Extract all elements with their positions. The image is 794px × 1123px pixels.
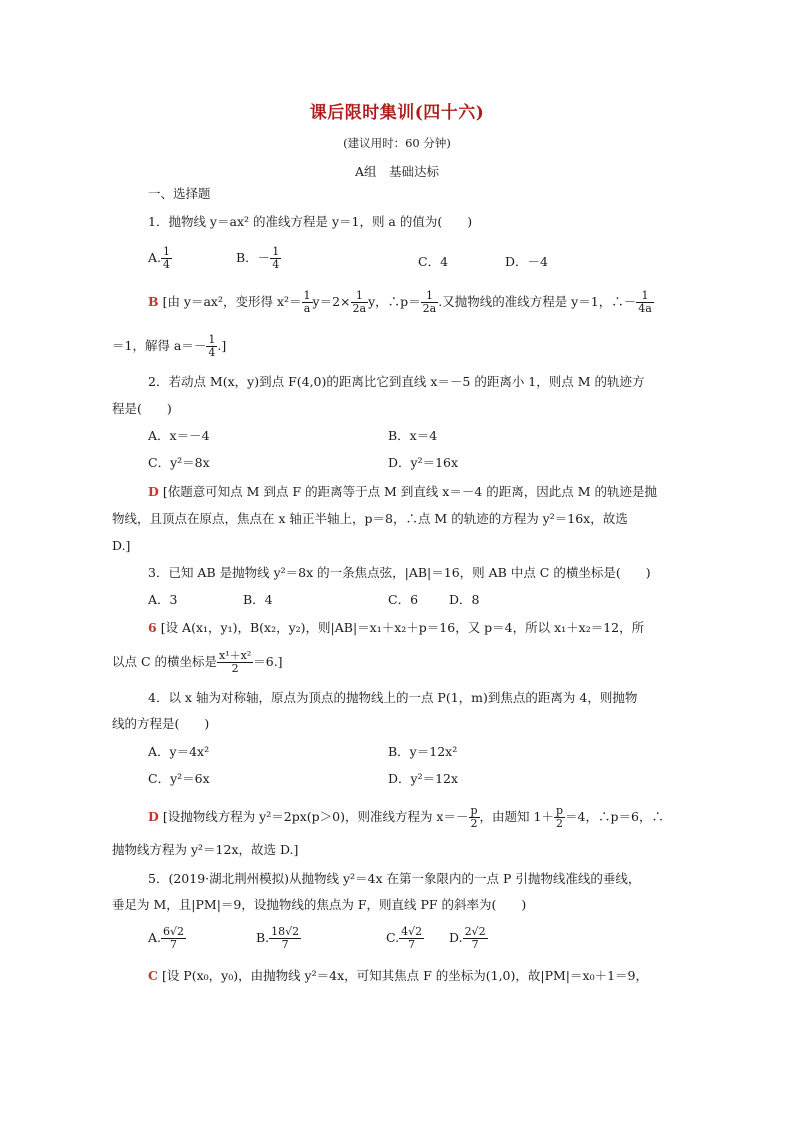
question-2-option-c: C．y²＝8x xyxy=(148,455,210,470)
fraction: $\frac{18√2}{7}$ xyxy=(271,925,300,951)
question-3-option-d: D．8 xyxy=(449,592,480,607)
question-1-option-b: B．－ $\frac{1}{4}$ xyxy=(236,245,280,271)
fraction: $\frac{2√2}{7}$ xyxy=(464,925,486,951)
fraction: $\frac{p}{2}$ xyxy=(555,804,564,830)
page-title: 课后限时集训(四十六) xyxy=(309,103,485,123)
question-2-solution-line-1: D [依题意可知点 M 到点 F 的距离等于点 M 到直线 x＝－4 的距离，因此点 M 的轨迹是抛 xyxy=(148,484,658,499)
question-5-stem-line-2: 垂足为 M，且|PM|＝9，设抛物线的焦点为 F，则直线 PF 的斜率为( ) xyxy=(112,897,527,912)
question-4-option-a: A．y＝4x² xyxy=(148,744,210,759)
question-2-stem-line-2: 程是( ) xyxy=(112,401,172,416)
fraction: $\frac{6√2}{7}$ xyxy=(163,925,185,951)
fraction: $\frac{1}{4}$ xyxy=(163,245,171,271)
question-1-option-c: C．4 xyxy=(418,254,449,269)
question-5-option-c: C. $\frac{4√2}{7}$ xyxy=(386,925,423,951)
fraction: $\frac{1}{a}$ xyxy=(303,289,311,315)
question-4-option-b: B．y＝12x² xyxy=(388,744,458,759)
question-2-solution-line-3: D.] xyxy=(112,538,131,553)
answer-letter: B xyxy=(148,294,159,309)
question-1-option-d: D．－4 xyxy=(505,254,548,269)
question-2-option-b: B．x＝4 xyxy=(388,428,438,443)
question-5-stem-line-1: 5．(2019·湖北荆州模拟)从抛物线 y²＝4x 在第一象限内的一点 P 引抛物线准线的垂线， xyxy=(148,871,641,886)
answer-letter: 6 xyxy=(148,620,157,635)
question-5-solution-line-1: C [设 P(x₀，y₀)，由抛物线 y²＝4x，可知其焦点 F 的坐标为(1,0)，故|PM|＝x₀＋1＝9， xyxy=(148,968,648,983)
fraction: $\frac{1}{2a}$ xyxy=(352,289,367,315)
fraction: $\frac{1}{4}$ xyxy=(272,245,280,271)
section-heading: 一、选择题 xyxy=(148,186,211,201)
fraction: $\frac{1}{4a}$ xyxy=(638,289,652,315)
fraction: $\frac{4√2}{7}$ xyxy=(401,925,423,951)
question-3-option-c: C．6 xyxy=(388,592,419,607)
question-3-option-a: A．3 xyxy=(148,592,178,607)
question-5-option-d: D. $\frac{2√2}{7}$ xyxy=(449,925,486,951)
question-4-solution-line-1: D [设抛物线方程为 y²＝2px(p＞0)，则准线方程为 x＝－ $\frac{p}{2}$ ，由题知 1＋ $\frac{p}{2}$ ＝4，∴p＝6，∴ xyxy=(148,804,664,830)
question-3-stem: 3．已知 AB 是抛物线 y²＝8x 的一条焦点弦，|AB|＝16，则 AB 中点 C 的横坐标是( ) xyxy=(148,565,651,580)
question-4-solution-line-2: 抛物线方程为 y²＝12x，故选 D.] xyxy=(112,842,299,857)
question-4-option-c: C．y²＝6x xyxy=(148,771,210,786)
question-1-solution-line-2: ＝1，解得 a＝－ $\frac{1}{4}$ .] xyxy=(112,333,227,359)
question-4-stem-line-1: 4．以 x 轴为对称轴，原点为顶点的抛物线上的一点 P(1，m)到焦点的距离为 4，则抛物 xyxy=(148,690,638,705)
question-2-stem-line-1: 2．若动点 M(x，y)到点 F(4,0)的距离比它到直线 x＝－5 的距离小 1，则点 M 的轨迹方 xyxy=(148,374,645,389)
question-3-solution-line-2: 以点 C 的横坐标是 $\frac{\text{x¹＋x²}}{2}$ ＝6.] xyxy=(112,649,283,675)
question-4-stem-line-2: 线的方程是( ) xyxy=(112,716,210,731)
question-1-solution-line-1: B [由 y＝ax²，变形得 x²＝ $\frac{1}{a}$ y＝2× $\frac{1}{2a}$ y，∴p＝ $\frac{1}{2a}$ .又抛物线的准线方程是 y＝1，∴－ $\frac{1}{4a}$ xyxy=(148,289,652,315)
answer-letter: C xyxy=(148,968,158,983)
question-2-option-d: D．y²＝16x xyxy=(388,455,459,470)
suggested-time: (建议用时：60 分钟) xyxy=(343,136,451,150)
answer-letter: D xyxy=(148,809,159,824)
fraction: $\frac{p}{2}$ xyxy=(470,804,478,830)
question-5-option-b: B. $\frac{18√2}{7}$ xyxy=(256,925,300,951)
question-1-stem: 1．抛物线 y＝ax² 的准线方程是 y＝1，则 a 的值为( ) xyxy=(148,214,473,229)
question-5-option-a: A. $\frac{6√2}{7}$ xyxy=(148,925,185,951)
question-3-option-b: B．4 xyxy=(243,592,273,607)
question-2-solution-line-2: 物线，且顶点在原点，焦点在 x 轴正半轴上，p＝8，∴点 M 的轨迹的方程为 y²＝16x，故选 xyxy=(112,511,628,526)
fraction: $\frac{1}{2a}$ xyxy=(422,289,437,315)
question-1-option-a: A. $\frac{1}{4}$ xyxy=(148,245,171,271)
group-heading: A组 基础达标 xyxy=(354,164,440,179)
question-3-solution-line-1: 6 [设 A(x₁，y₁)，B(x₂，y₂)，则|AB|＝x₁＋x₂＋p＝16，又 p＝4，所以 x₁＋x₂＝12，所 xyxy=(148,620,645,635)
question-2-option-a: A．x＝－4 xyxy=(148,428,210,443)
fraction: $\frac{1}{4}$ xyxy=(208,333,216,359)
question-4-option-d: D．y²＝12x xyxy=(388,771,459,786)
answer-letter: D xyxy=(148,484,159,499)
fraction: $\frac{\text{x¹＋x²}}{2}$ xyxy=(219,649,252,675)
